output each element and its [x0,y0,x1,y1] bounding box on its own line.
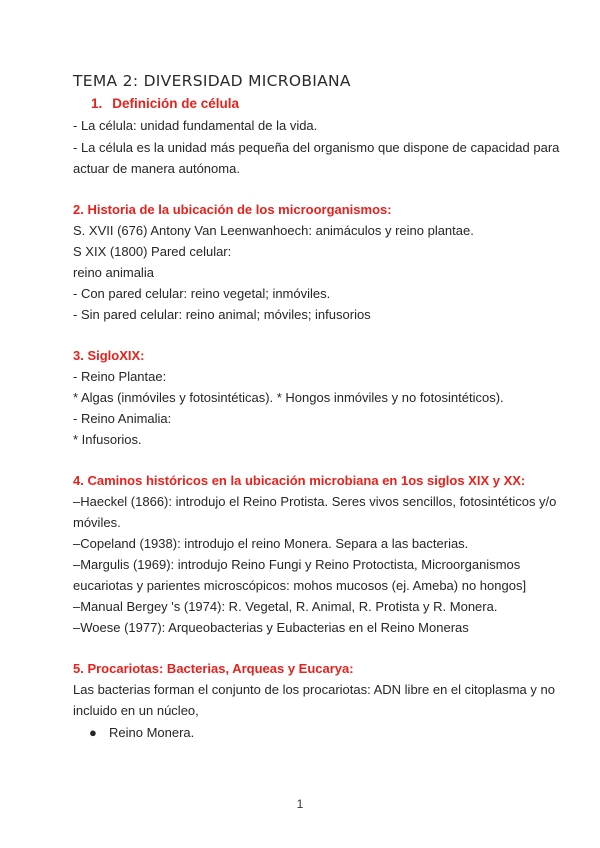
page-title: TEMA 2: DIVERSIDAD MICROBIANA [73,72,351,90]
text-line: - Con pared celular: reino vegetal; inmóviles. [73,286,331,301]
text-line: Las bacterias forman el conjunto de los procariotas: ADN libre en el citoplasma y no [73,682,555,697]
text-line: –Manual Bergey 's (1974): R. Vegetal, R. Animal, R. Protista y R. Monera. [73,599,498,614]
text-line: –Woese (1977): Arqueobacterias y Eubacterias en el Reino Moneras [73,620,469,635]
section-3-heading: 3. SigloXIX: [73,348,145,363]
text-line: - La célula: unidad fundamental de la vida. [73,118,318,133]
text-line: eucariotas y parientes microscópicos: mohos mucosos (ej. Ameba) no hongos] [73,578,527,593]
text-line: S. XVII (676) Antony Van Leenwanhoech: animáculos y reino plantae. [73,223,474,238]
text-line: –Margulis (1969): introdujo Reino Fungi y Reino Protoctista, Microorganismos [73,557,521,572]
text-line: reino animalia [73,265,154,280]
bullet-icon: ● [89,725,97,740]
text-line: actuar de manera autónoma. [73,161,240,176]
section-4-heading: 4. Caminos históricos en la ubicación microbiana en 1os siglos XIX y XX: [73,473,526,488]
section-2-heading: 2. Historia de la ubicación de los microorganismos: [73,202,392,217]
text-line: - Reino Animalia: [73,411,172,426]
section-1-heading [91,96,239,111]
text-line: –Copeland (1938): introdujo el reino Monera. Separa a las bacterias. [73,536,469,551]
text-line: - Sin pared celular: reino animal; móviles; infusorios [73,307,371,322]
text-line: móviles. [73,515,121,530]
section-1-number: 1. [91,96,103,111]
text-line: - Reino Plantae: [73,369,167,384]
text-line: * Algas (inmóviles y fotosintéticas). * Hongos inmóviles y no fotosintéticos). [73,390,504,405]
text-line: * Infusorios. [73,432,142,447]
text-line: - La célula es la unidad más pequeña del organismo que dispone de capacidad para [73,140,560,155]
text-line: –Haeckel (1866): introdujo el Reino Protista. Seres vivos sencillos, fotosintéticos y/o [73,494,557,509]
section-1-title: Definición de célula [112,96,240,111]
text-line: incluido en un núcleo, [73,703,199,718]
section-5-heading: 5. Procariotas: Bacterias, Arqueas y Eucarya: [73,661,354,676]
list-item-text: Reino Monera. [109,725,195,740]
list-item [89,725,194,740]
text-line: S XIX (1800) Pared celular: [73,244,232,259]
page-number: 1 [296,797,304,811]
